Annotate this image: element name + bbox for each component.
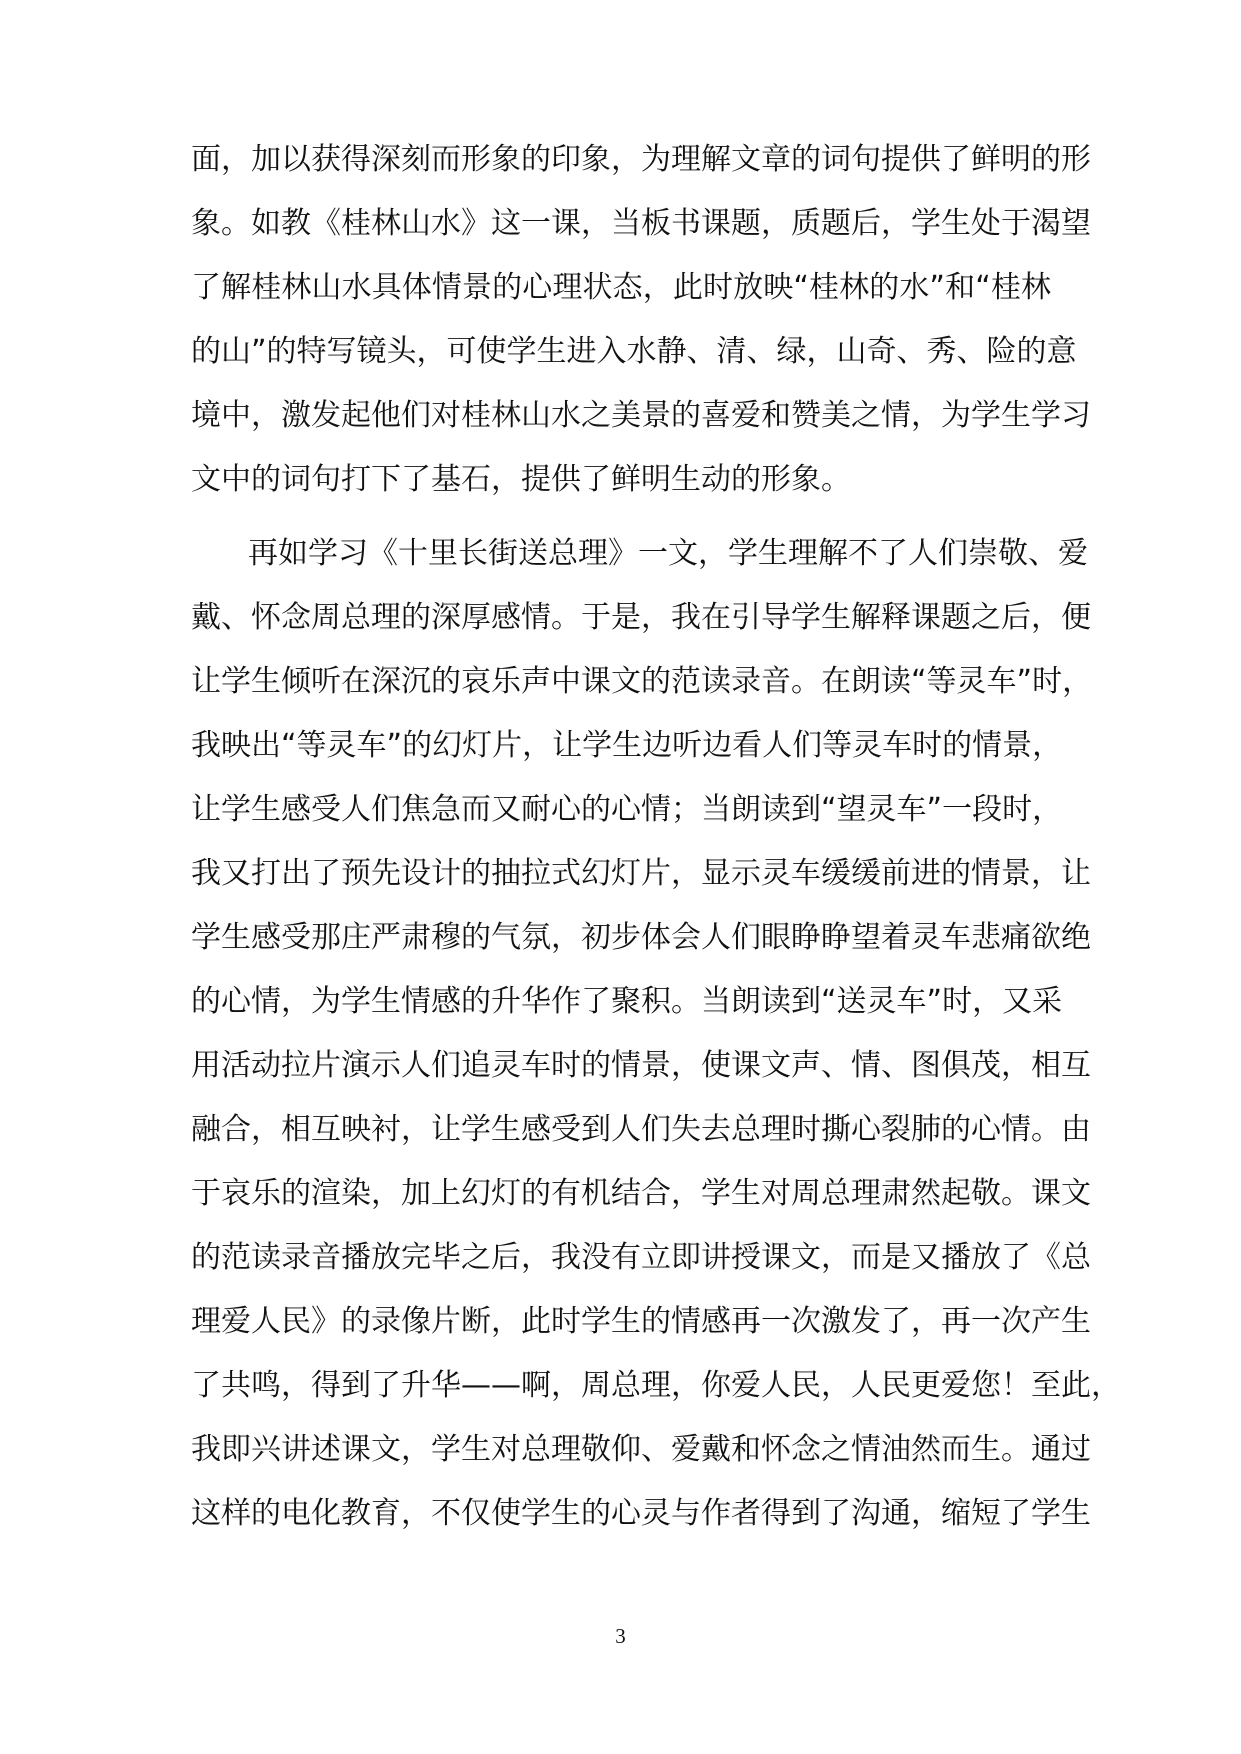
text-line: 象。如教《桂林山水》这一课，当板书课题，质题后，学生处于渴望	[191, 206, 1091, 241]
paragraph-2	[191, 522, 1121, 1546]
text-line: 让学生感受人们焦急而又耐心的心情；当朗读到“望灵车”一段时，	[191, 792, 1063, 827]
text-line: 用活动拉片演示人们追灵车时的情景，使课文声、情、图俱茂，相互	[191, 1048, 1091, 1083]
text-line: 我又打出了预先设计的抽拉式幻灯片，显示灵车缓缓前进的情景，让	[191, 856, 1091, 891]
text-line: 学生感受那庄严肃穆的气氛，初步体会人们眼睁睁望着灵车悲痛欲绝	[191, 920, 1091, 955]
text-line: 的心情，为学生情感的升华作了聚积。当朗读到“送灵车”时，又采	[191, 984, 1063, 1019]
text-line: 这样的电化教育，不仅使学生的心灵与作者得到了沟通，缩短了学生	[191, 1496, 1091, 1531]
text-line: 了解桂林山水具体情景的心理状态，此时放映“桂林的水”和“桂林	[191, 270, 1051, 305]
text-line: 文中的词句打下了基石，提供了鲜明生动的形象。	[191, 462, 851, 497]
text-line: 戴、怀念周总理的深厚感情。于是，我在引导学生解释课题之后，便	[191, 600, 1091, 635]
text-line: 让学生倾听在深沉的哀乐声中课文的范读录音。在朗读“等灵车”时，	[191, 664, 1093, 699]
text-line: 融合，相互映衬，让学生感受到人们失去总理时撕心裂肺的心情。由	[191, 1112, 1091, 1147]
text-line: 境中，激发起他们对桂林山水之美景的喜爱和赞美之情，为学生学习	[191, 398, 1091, 433]
text-line: 的范读录音播放完毕之后，我没有立即讲授课文，而是又播放了《总	[191, 1240, 1091, 1275]
text-line: 面，加以获得深刻而形象的印象，为理解文章的词句提供了鲜明的形	[191, 142, 1091, 177]
text-line: 了共鸣，得到了升华——啊，周总理，你爱人民，人民更爱您！至此，	[191, 1368, 1121, 1403]
text-line: 于哀乐的渲染，加上幻灯的有机结合，学生对周总理肃然起敬。课文	[191, 1176, 1091, 1211]
text-line: 再如学习《十里长街送总理》一文，学生理解不了人们崇敬、爱	[248, 536, 1088, 571]
text-line: 我映出“等灵车”的幻灯片，让学生边听边看人们等灵车时的情景，	[191, 728, 1063, 763]
text-line: 理爱人民》的录像片断，此时学生的情感再一次激发了，再一次产生	[191, 1304, 1091, 1339]
text-line: 的山”的特写镜头，可使学生进入水静、清、绿，山奇、秀、险的意	[191, 334, 1077, 369]
text-line: 我即兴讲述课文，学生对总理敬仰、爱戴和怀念之情油然而生。通过	[191, 1432, 1091, 1467]
paragraph-spacer	[191, 512, 1051, 522]
paragraph-1	[191, 128, 1091, 512]
body-text	[191, 128, 1121, 1546]
page-number: 3	[615, 1624, 626, 1648]
